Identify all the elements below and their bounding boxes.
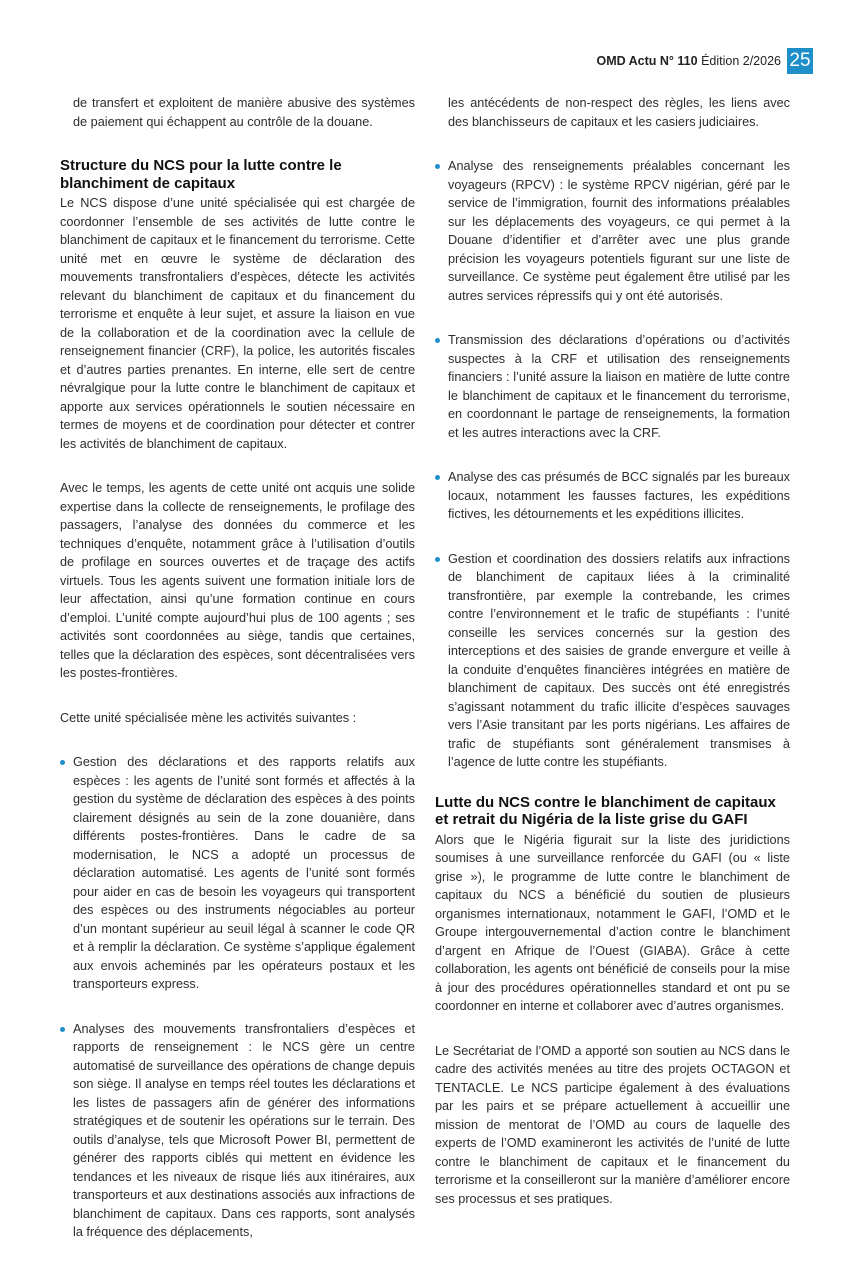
list-item <box>435 331 790 442</box>
continuation-paragraph: les antécédents de non-respect des règles, les liens avec des blanchisseurs de capitaux et les casiers judiciaires. <box>448 96 790 129</box>
right-column <box>435 94 790 1208</box>
list-item <box>435 468 790 524</box>
page-number: 25 <box>787 48 813 74</box>
bullet-icon <box>435 338 440 343</box>
body-paragraph: Alors que le Nigéria figurait sur la liste des juridictions soumises à une surveillance renforcée du GAFI (ou « liste grise »), le programme de lutte contre le blanchiment de capitaux du NCS a bénéficié du soutien de plusieurs organismes internationaux, notamment le GAFI, l’OMD et le Groupe intergouvernemental d’action contre le blanchiment d’argent en Afrique de l’Ouest (GIABA). Grâce à cette collaboration, les agents ont bénéficié de conseils pour la mise à jour des procédures opérationnelles standard et ont pu se coordonner en interne et collaborer avec d’autres organismes. <box>435 832 790 1013</box>
list-item-text: Transmission des déclarations d’opérations ou d’activités suspectes à la CRF et utilisation des renseignements financiers : l’unité assure la liaison en matière de lutte contre le blanchiment de capitaux et le financement du terrorisme, en coordonnant le partage de renseignements, la formation et les autres interactions avec la CRF. <box>448 333 790 440</box>
section-heading: Lutte du NCS contre le blanchiment de capitaux et retrait du Nigéria de la liste grise du GAFI <box>435 793 776 828</box>
bullet-icon <box>60 760 65 765</box>
left-column <box>60 94 415 1268</box>
activity-list <box>60 753 415 1242</box>
bullet-icon <box>60 1027 65 1032</box>
list-item <box>435 550 790 772</box>
body-paragraph: Le Secrétariat de l’OMD a apporté son soutien au NCS dans le cadre des activités menées au titre des projets OCTAGON et TENTACLE. Le NCS participe également à des évaluations par les pairs et se prépare actuellement à accueillir une mission de mentorat de l’OMD au cours de laquelle des experts de l’OMD examineront les activités de l’unité de lutte contre le blanchiment de capitaux et le financement du terrorisme et la conseilleront sur la manière d’améliorer encore ses processus et ses pratiques. <box>435 1043 790 1206</box>
list-item-text: Analyse des renseignements préalables concernant les voyageurs (RPCV) : le système RPCV nigérian, géré par le service de l’immigration, fournit des informations préalables sur les déplacements des voyageurs, ce qui permet à la Douane d’identifier et d’arrêter avec une plus grande précision les voyageurs potentiels figurant sur une liste de surveillance. Ce système peut également être utilisé par les autres services répressifs qui y ont été autorisés. <box>448 159 790 303</box>
bullet-icon <box>435 475 440 480</box>
bullet-icon <box>435 164 440 169</box>
body-paragraph: Le NCS dispose d’une unité spécialisée qui est chargée de coordonner l’ensemble de ses activités de lutte contre le blanchiment de capitaux et le financement du terrorisme. Cette unité met en œuvre le système de déclaration des mouvements transfrontaliers d’espèces, détecte les activités relevant du blanchiment de capitaux et du financement du terrorisme et enquête à leur sujet, et assure la liaison en vue de la collaboration et de la coordination avec la cellule de renseignement financier (CRF), la police, les autorités fiscales et d’autres parties prenantes. En interne, elle sert de centre névralgique pour la lutte contre le blanchiment de capitaux et apporte aux services opérationnels le soutien nécessaire en termes de moyens et de coordination pour détecter et contrer les activités de blanchiment de capitaux. <box>60 196 415 451</box>
edition-label: Édition 2/2026 <box>701 54 781 68</box>
intro-paragraph: de transfert et exploitent de manière abusive des systèmes de paiement qui échappent au contrôle de la douane. <box>73 96 415 129</box>
list-item-text: Gestion des déclarations et des rapports relatifs aux espèces : les agents de l’unité sont formés et affectés à la gestion du système de déclaration des espèces à des points clairement désignés au sein de la zone douanière, dans différents postes-frontières. Dans le cadre de sa modernisation, le NCS a adopté un processus de déclaration automatisé. Les agents de l’unité sont formés pour aider en cas de besoin les voyageurs qui transportent des espèces ou des instruments négociables au porteur d’un montant supérieur au seuil légal à scanner le code QR et à remplir la déclaration. Ce système s’applique également aux envois acheminés par les opérateurs postaux et les transporteurs express. <box>73 755 415 991</box>
bullet-icon <box>435 557 440 562</box>
list-item <box>60 753 415 994</box>
body-paragraph: Cette unité spécialisée mène les activités suivantes : <box>60 710 357 725</box>
running-header <box>596 48 813 74</box>
activity-list-continued <box>435 157 790 772</box>
list-item-text: Analyse des cas présumés de BCC signalés par les bureaux locaux, notamment les fausses factures, les expéditions fictives, les détournements et les expéditions illicites. <box>448 470 790 521</box>
section-heading: Structure du NCS pour la lutte contre le blanchiment de capitaux <box>60 157 342 192</box>
list-item-text: Analyses des mouvements transfrontaliers d’espèces et rapports de renseignement : le NCS gère un centre automatisé de surveillance des opérations de change depuis son siège. Il analyse en temps réel toutes les déclarations et les listes de passagers afin de générer des informations stratégiques et de soutenir les opérations sur le terrain. Des outils d’analyse, tels que Microsoft Power BI, permettent de générer des rapports ciblés qui mettent en évidence les tendances et les niveaux de risque liés aux itinéraires, aux transporteurs et aux destinations associés aux infractions de blanchiment de capitaux. Dans ces rapports, sont analysés la fréquence des déplacements, <box>73 1021 415 1239</box>
list-item-text: Gestion et coordination des dossiers relatifs aux infractions de blanchiment de capitaux liées à la criminalité transfrontière, par exemple la contrebande, les crimes contre l’environnement et le trafic de stupéfiants : l’unité conseille les services concernés sur la gestion des interceptions et des saisies de grande envergure et veille à la conduite d’enquêtes financières intégrées en matière de blanchiment de capitaux. Des succès ont été enregistrés s’agissant notamment du trafic illicite d’espèces sauvages vers l’Asie transitant par les ports nigérians. Les affaires de trafic de stupéfiants sont généralement transmises à l’agence de lutte contre les stupéfiants. <box>448 551 790 769</box>
list-item <box>435 157 790 305</box>
magazine-title: OMD Actu N° 110 <box>596 54 698 68</box>
header-text <box>596 54 781 68</box>
list-item <box>60 1020 415 1242</box>
body-paragraph: Avec le temps, les agents de cette unité ont acquis une solide expertise dans la collecte de renseignements, le profilage des passagers, l’analyse des données du commerce et les techniques d’enquête, notamment grâce à l’utilisation d’outils de profilage en sources ouvertes et de traçage des actifs virtuels. Tous les agents suivent une formation initiale lors de leur affectation, ainsi qu’une formation continue en cours d’emploi. L’unité compte aujourd’hui plus de 100 agents ; ses activités sont coordonnées au siège, tandis que certaines, telles que la déclaration des espèces, sont décentralisées vers les postes-frontières. <box>60 481 415 680</box>
